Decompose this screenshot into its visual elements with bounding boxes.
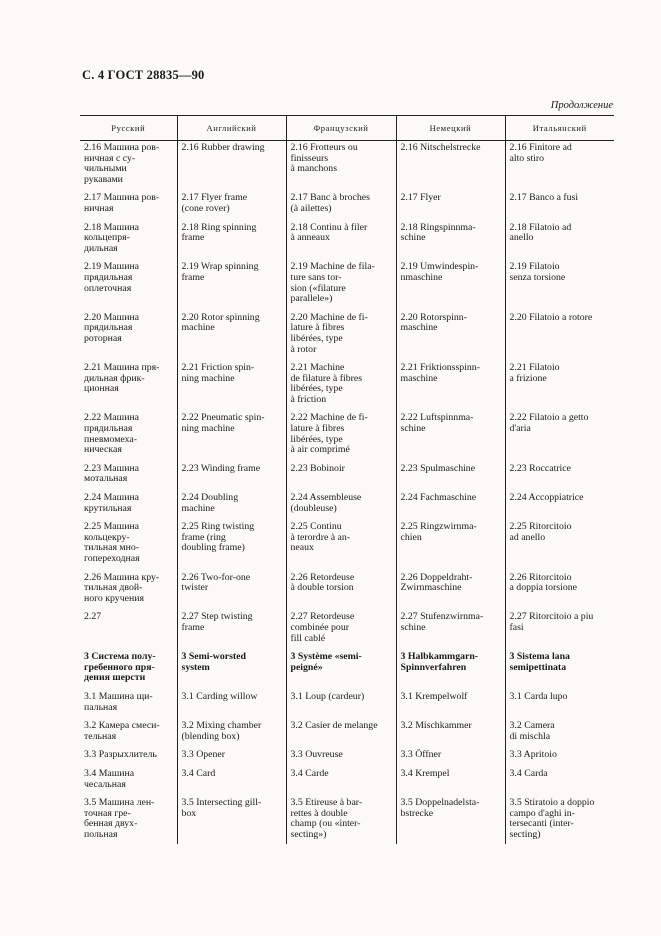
cell-german: 2.27 Stufenzwirnma- schine [396,610,505,650]
cell-italian: 2.23 Roccatrice [505,462,614,491]
cell-russian: 2.23 Машина мотальная [84,462,140,485]
continuation-label: Продолжение [550,100,613,111]
cell-russian: 2.18 Машина кольцепря- дильная [84,221,140,254]
cell-english: 3.2 Mixing chamber (blending box) [177,719,286,748]
cell-french: 2.25 Continu à terordre à an- neaux [286,520,396,570]
table-row [80,748,614,767]
cell-italian: 3.5 Stiratoio a doppio campo d'aghi in- tersecanti (inter- secting) [505,796,614,844]
cell-english: 2.20 Rotor spinning machine [177,311,286,361]
cell-russian: 2.27 [84,611,102,623]
cell-english: 2.18 Ring spinning frame [177,221,286,261]
cell-english: 2.23 Winding frame [177,462,286,491]
cell-english: 2.22 Pneumatic spin- ning machine [177,411,286,461]
cell-german: 2.21 Friktionsspinn- maschine [396,361,505,411]
cell-russian: 2.26 Машина кру- тильная двой- ного кручения [84,571,160,604]
column-header-english: Английский [177,116,286,141]
cell-french: 2.27 Retordeuse combinée pour fill cablé [286,610,396,650]
cell-russian: 2.21 Машина пря- дильная фрик- ционная [84,362,160,395]
cell-italian: 3.2 Camera di mischla [505,719,614,748]
cell-english: 2.17 Flyer frame (cone rover) [177,191,286,220]
terms-table [80,115,614,844]
cell-russian: 3 Система полу- гребенного пря- дения шерсти [84,651,156,684]
cell-english: 3.4 Card [177,767,286,796]
cell-french: 2.26 Retordeuse à double torsion [286,571,396,611]
table-row [80,221,614,261]
table-row [80,796,614,844]
table-row [80,411,614,461]
cell-italian: 3 Sistema lana semipettinata [505,650,614,690]
table-row [80,610,614,650]
cell-english: 3.3 Opener [177,748,286,767]
cell-french: 2.17 Banc à broches (à ailettes) [286,191,396,220]
cell-german: 2.19 Umwindespin- nmaschine [396,260,505,310]
cell-french: 3.4 Carde [286,767,396,796]
table-row [80,571,614,611]
cell-italian: 3.4 Carda [505,767,614,796]
cell-german: 2.24 Fachmaschine [396,491,505,520]
table-row [80,191,614,220]
cell-russian: 2.24 Машина крутильная [84,492,140,514]
cell-italian: 2.21 Filatoio a frizione [505,361,614,411]
cell-english: 2.21 Friction spin- ning machine [177,361,286,411]
cell-italian: 2.16 Finitore ad alto stiro [505,141,614,192]
cell-italian: 2.24 Accoppiatrice [505,491,614,520]
cell-german: 3 Halbkammgarn- Spinnverfahren [396,650,505,690]
table-header-row [80,116,614,141]
cell-french: 2.16 Frotteurs ou finisseurs à manchons [286,141,396,192]
table-row [80,520,614,570]
cell-russian: 2.17 Машина ров- ничная [84,192,160,214]
cell-russian: 2.16 Машина ров- ничная с су- чильными рукавами [84,142,160,185]
cell-russian: 2.19 Машина прядильная оплеточная [84,261,140,294]
cell-russian: 2.20 Машина прядильная роторная [84,311,140,344]
cell-english: 2.27 Step twisting frame [177,610,286,650]
cell-french: 3.1 Loup (cardeur) [286,690,396,719]
cell-english: 2.19 Wrap spinning frame [177,260,286,310]
cell-german: 3.2 Mischkammer [396,719,505,748]
cell-italian: 2.18 Filatoio ad anello [505,221,614,261]
cell-italian: 2.26 Ritorcitoio a doppia torsione [505,571,614,611]
cell-russian: 3.2 Камера смеси- тельная [84,720,160,742]
table-row [80,690,614,719]
cell-italian: 3.1 Carda lupo [505,690,614,719]
cell-english: 2.24 Doubling machine [177,491,286,520]
cell-english: 2.26 Two-for-one twister [177,571,286,611]
table-body [80,141,614,845]
cell-german: 3.3 Öffner [396,748,505,767]
cell-italian: 2.19 Filatoio senza torsione [505,260,614,310]
cell-french: 2.20 Machine de fi- lature à fibres libérées, type à rotor [286,311,396,361]
cell-russian: 3.1 Машина щи- пальная [84,690,153,713]
cell-german: 2.26 Doppeldraht- Zwirnmaschine [396,571,505,611]
cell-russian: 2.22 Машина прядильная пневмомеха- ническая [84,412,140,456]
cell-german: 2.20 Rotorspinn- maschine [396,311,505,361]
cell-german: 2.23 Spulmaschine [396,462,505,491]
page-header: С. 4 ГОСТ 28835—90 [82,68,205,82]
cell-german: 2.25 Ringzwirnma- chien [396,520,505,570]
cell-russian: 3.5 Машина лен- точная гре- бенная двух- польная [84,797,155,840]
cell-german: 2.22 Luftspinnma- schine [396,411,505,461]
cell-italian: 2.17 Banco a fusi [505,191,614,220]
cell-german: 3.5 Doppelnadelsta- bstrecke [396,796,505,844]
cell-italian: 3.3 Apritoio [505,748,614,767]
cell-french: 2.22 Machine de fi- lature à fibres libérées, type à air comprimé [286,411,396,461]
cell-french: 2.23 Bobinoir [286,462,396,491]
column-header-german: Немецкий [396,116,505,141]
cell-french: 3.2 Casier de melange [286,719,396,748]
table-row [80,462,614,491]
cell-french: 2.21 Machine de filature à fibres libérées, type à friction [286,361,396,411]
cell-german: 2.18 Ringspinnma- schine [396,221,505,261]
cell-french: 2.19 Machine de fila- ture sans tor- sion («filature parallele») [286,260,396,310]
cell-german: 2.16 Nitschelstrecke [396,141,505,192]
cell-english: 2.16 Rubber drawing [177,141,286,192]
section-row [80,650,614,690]
cell-french: 2.24 Assembleuse (doubleuse) [286,491,396,520]
cell-russian: 3.4 Машина чесальная [84,767,135,790]
cell-english: 2.25 Ring twisting frame (ring doubling frame) [177,520,286,570]
cell-german: 3.1 Krempelwolf [396,690,505,719]
table-row [80,260,614,310]
cell-french: 3.5 Etireuse à bar- rettes à double champ (ou «inter- secting») [286,796,396,844]
cell-german: 3.4 Krempel [396,767,505,796]
cell-italian: 2.25 Ritorcitoio ad anello [505,520,614,570]
column-header-russian: Русский [80,116,177,141]
cell-russian: 2.25 Машина кольцекру- тильная мно- гопереходная [84,521,140,564]
cell-russian: 3.3 Разрыхлитель [84,749,157,761]
table-row [80,719,614,748]
cell-french: 3 Système «semi- peigné» [286,650,396,690]
cell-german: 2.17 Flyer [396,191,505,220]
cell-italian: 2.27 Ritorcitoio a piu fasi [505,610,614,650]
table-row [80,141,614,192]
cell-italian: 2.20 Filatoio a rotore [505,311,614,361]
cell-english: 3.1 Carding willow [177,690,286,719]
cell-english: 3 Semi-worsted system [177,650,286,690]
table-row [80,491,614,520]
table-row [80,311,614,361]
column-header-italian: Итальянский [505,116,614,141]
table-row [80,361,614,411]
cell-english: 3.5 Intersecting gill- box [177,796,286,844]
table-row [80,767,614,796]
column-header-french: Французский [286,116,396,141]
cell-french: 3.3 Ouvreuse [286,748,396,767]
cell-french: 2.18 Continu à filer à anneaux [286,221,396,261]
cell-italian: 2.22 Filatoio a getto d'aria [505,411,614,461]
